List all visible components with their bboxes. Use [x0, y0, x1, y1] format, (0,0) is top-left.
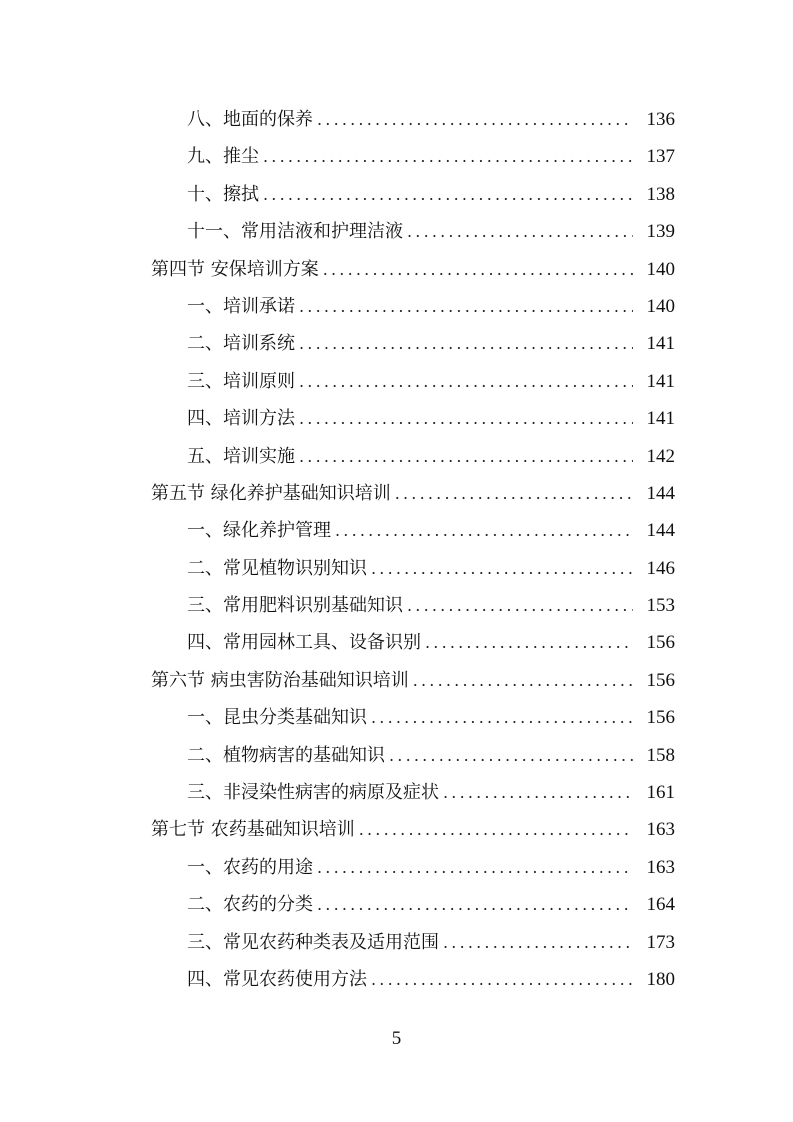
dot-leader: [299, 438, 633, 475]
toc-entry-label: 三、非浸染性病害的病原及症状: [187, 782, 439, 804]
toc-entry-page: 163: [646, 856, 675, 878]
dot-leader: [407, 213, 633, 250]
toc-subsection-entry[interactable]: [0, 138, 793, 175]
toc-entry-label: 二、常见植物识别知识: [187, 557, 367, 579]
dot-leader: [263, 138, 633, 175]
dot-leader: [323, 251, 633, 288]
dot-leader: [407, 587, 633, 624]
toc-section-entry[interactable]: [0, 662, 793, 699]
toc-entry-page: 161: [646, 782, 675, 804]
dot-leader: [389, 737, 633, 774]
toc-entry-page: 163: [646, 819, 675, 841]
toc-entry-label: 五、培训实施: [187, 445, 295, 467]
toc-subsection-entry[interactable]: [0, 961, 793, 998]
toc-entry-label: 一、农药的用途: [187, 856, 313, 878]
toc-entry-page: 156: [646, 632, 675, 654]
toc-entry-label: 八、地面的保养: [187, 109, 313, 130]
toc-entry-label: 二、植物病害的基础知识: [187, 744, 385, 766]
toc-subsection-entry[interactable]: [0, 849, 793, 886]
toc-entry-page: 158: [646, 744, 675, 766]
dot-leader: [299, 363, 633, 400]
toc-section-entry[interactable]: [0, 251, 793, 288]
dot-leader: [299, 325, 633, 362]
toc-entry-label: 一、昆虫分类基础知识: [187, 707, 367, 729]
dot-leader: [371, 961, 633, 998]
toc-entry-page: 139: [646, 221, 675, 243]
toc-subsection-entry[interactable]: [0, 288, 793, 325]
toc-entry-label: 一、绿化养护管理: [187, 520, 331, 542]
toc-entry-label: 四、培训方法: [187, 408, 295, 430]
dot-leader: [359, 811, 633, 848]
toc-entry-label: 二、农药的分类: [187, 894, 313, 916]
dot-leader: [299, 288, 633, 325]
table-of-contents: [0, 101, 793, 998]
toc-subsection-entry[interactable]: [0, 400, 793, 437]
toc-entry-page: 146: [646, 557, 675, 579]
dot-leader: [263, 176, 633, 213]
toc-subsection-entry[interactable]: [0, 886, 793, 923]
page-number: 5: [391, 1028, 402, 1049]
toc-entry-label: 第七节 农药基础知识培训: [151, 819, 355, 841]
toc-subsection-entry[interactable]: [0, 363, 793, 400]
dot-leader: [299, 400, 633, 437]
toc-entry-label: 十一、常用洁液和护理洁液: [187, 221, 403, 243]
toc-entry-page: 136: [646, 109, 675, 130]
toc-subsection-entry[interactable]: [0, 438, 793, 475]
dot-leader: [425, 624, 633, 661]
toc-entry-page: 141: [646, 333, 675, 355]
dot-leader: [413, 662, 633, 699]
toc-entry-label: 三、常用肥料识别基础知识: [187, 595, 403, 617]
toc-entry-label: 三、常见农药种类表及适用范围: [187, 931, 439, 953]
toc-entry-page: 153: [646, 595, 675, 617]
toc-entry-page: 144: [646, 520, 675, 542]
toc-entry-page: 140: [646, 295, 675, 317]
toc-subsection-entry[interactable]: [0, 924, 793, 961]
toc-subsection-entry[interactable]: [0, 624, 793, 661]
toc-entry-label: 第六节 病虫害防治基础知识培训: [151, 669, 409, 691]
toc-subsection-entry[interactable]: [0, 512, 793, 549]
toc-entry-page: 156: [646, 669, 675, 691]
dot-leader: [317, 101, 633, 138]
dot-leader: [395, 475, 633, 512]
toc-subsection-entry[interactable]: [0, 101, 793, 138]
toc-subsection-entry[interactable]: [0, 587, 793, 624]
toc-entry-page: 144: [646, 482, 675, 504]
toc-entry-page: 141: [646, 370, 675, 392]
dot-leader: [443, 924, 633, 961]
toc-entry-label: 四、常用园林工具、设备识别: [187, 632, 421, 654]
toc-entry-page: 180: [646, 968, 675, 990]
toc-entry-page: 173: [646, 931, 675, 953]
toc-entry-page: 142: [646, 445, 675, 467]
toc-entry-label: 第五节 绿化养护基础知识培训: [151, 482, 391, 504]
dot-leader: [317, 849, 633, 886]
toc-subsection-entry[interactable]: [0, 325, 793, 362]
toc-entry-page: 140: [646, 258, 675, 280]
toc-entry-label: 二、培训系统: [187, 333, 295, 355]
toc-subsection-entry[interactable]: [0, 213, 793, 250]
dot-leader: [443, 774, 633, 811]
toc-entry-page: 141: [646, 408, 675, 430]
toc-subsection-entry[interactable]: [0, 176, 793, 213]
toc-entry-label: 一、培训承诺: [187, 295, 295, 317]
toc-entry-page: 164: [646, 894, 675, 916]
dot-leader: [335, 512, 633, 549]
toc-section-entry[interactable]: [0, 811, 793, 848]
toc-subsection-entry[interactable]: [0, 699, 793, 736]
toc-entry-label: 第四节 安保培训方案: [151, 258, 319, 280]
toc-entry-page: 137: [646, 146, 675, 168]
dot-leader: [317, 886, 633, 923]
toc-section-entry[interactable]: [0, 475, 793, 512]
toc-subsection-entry[interactable]: [0, 737, 793, 774]
dot-leader: [371, 550, 633, 587]
toc-entry-label: 九、推尘: [187, 146, 259, 168]
toc-subsection-entry[interactable]: [0, 550, 793, 587]
toc-entry-label: 十、擦拭: [187, 183, 259, 205]
toc-entry-label: 四、常见农药使用方法: [187, 968, 367, 990]
toc-subsection-entry[interactable]: [0, 774, 793, 811]
dot-leader: [371, 699, 633, 736]
toc-entry-label: 三、培训原则: [187, 370, 295, 392]
toc-entry-page: 138: [646, 183, 675, 205]
toc-entry-page: 156: [646, 707, 675, 729]
